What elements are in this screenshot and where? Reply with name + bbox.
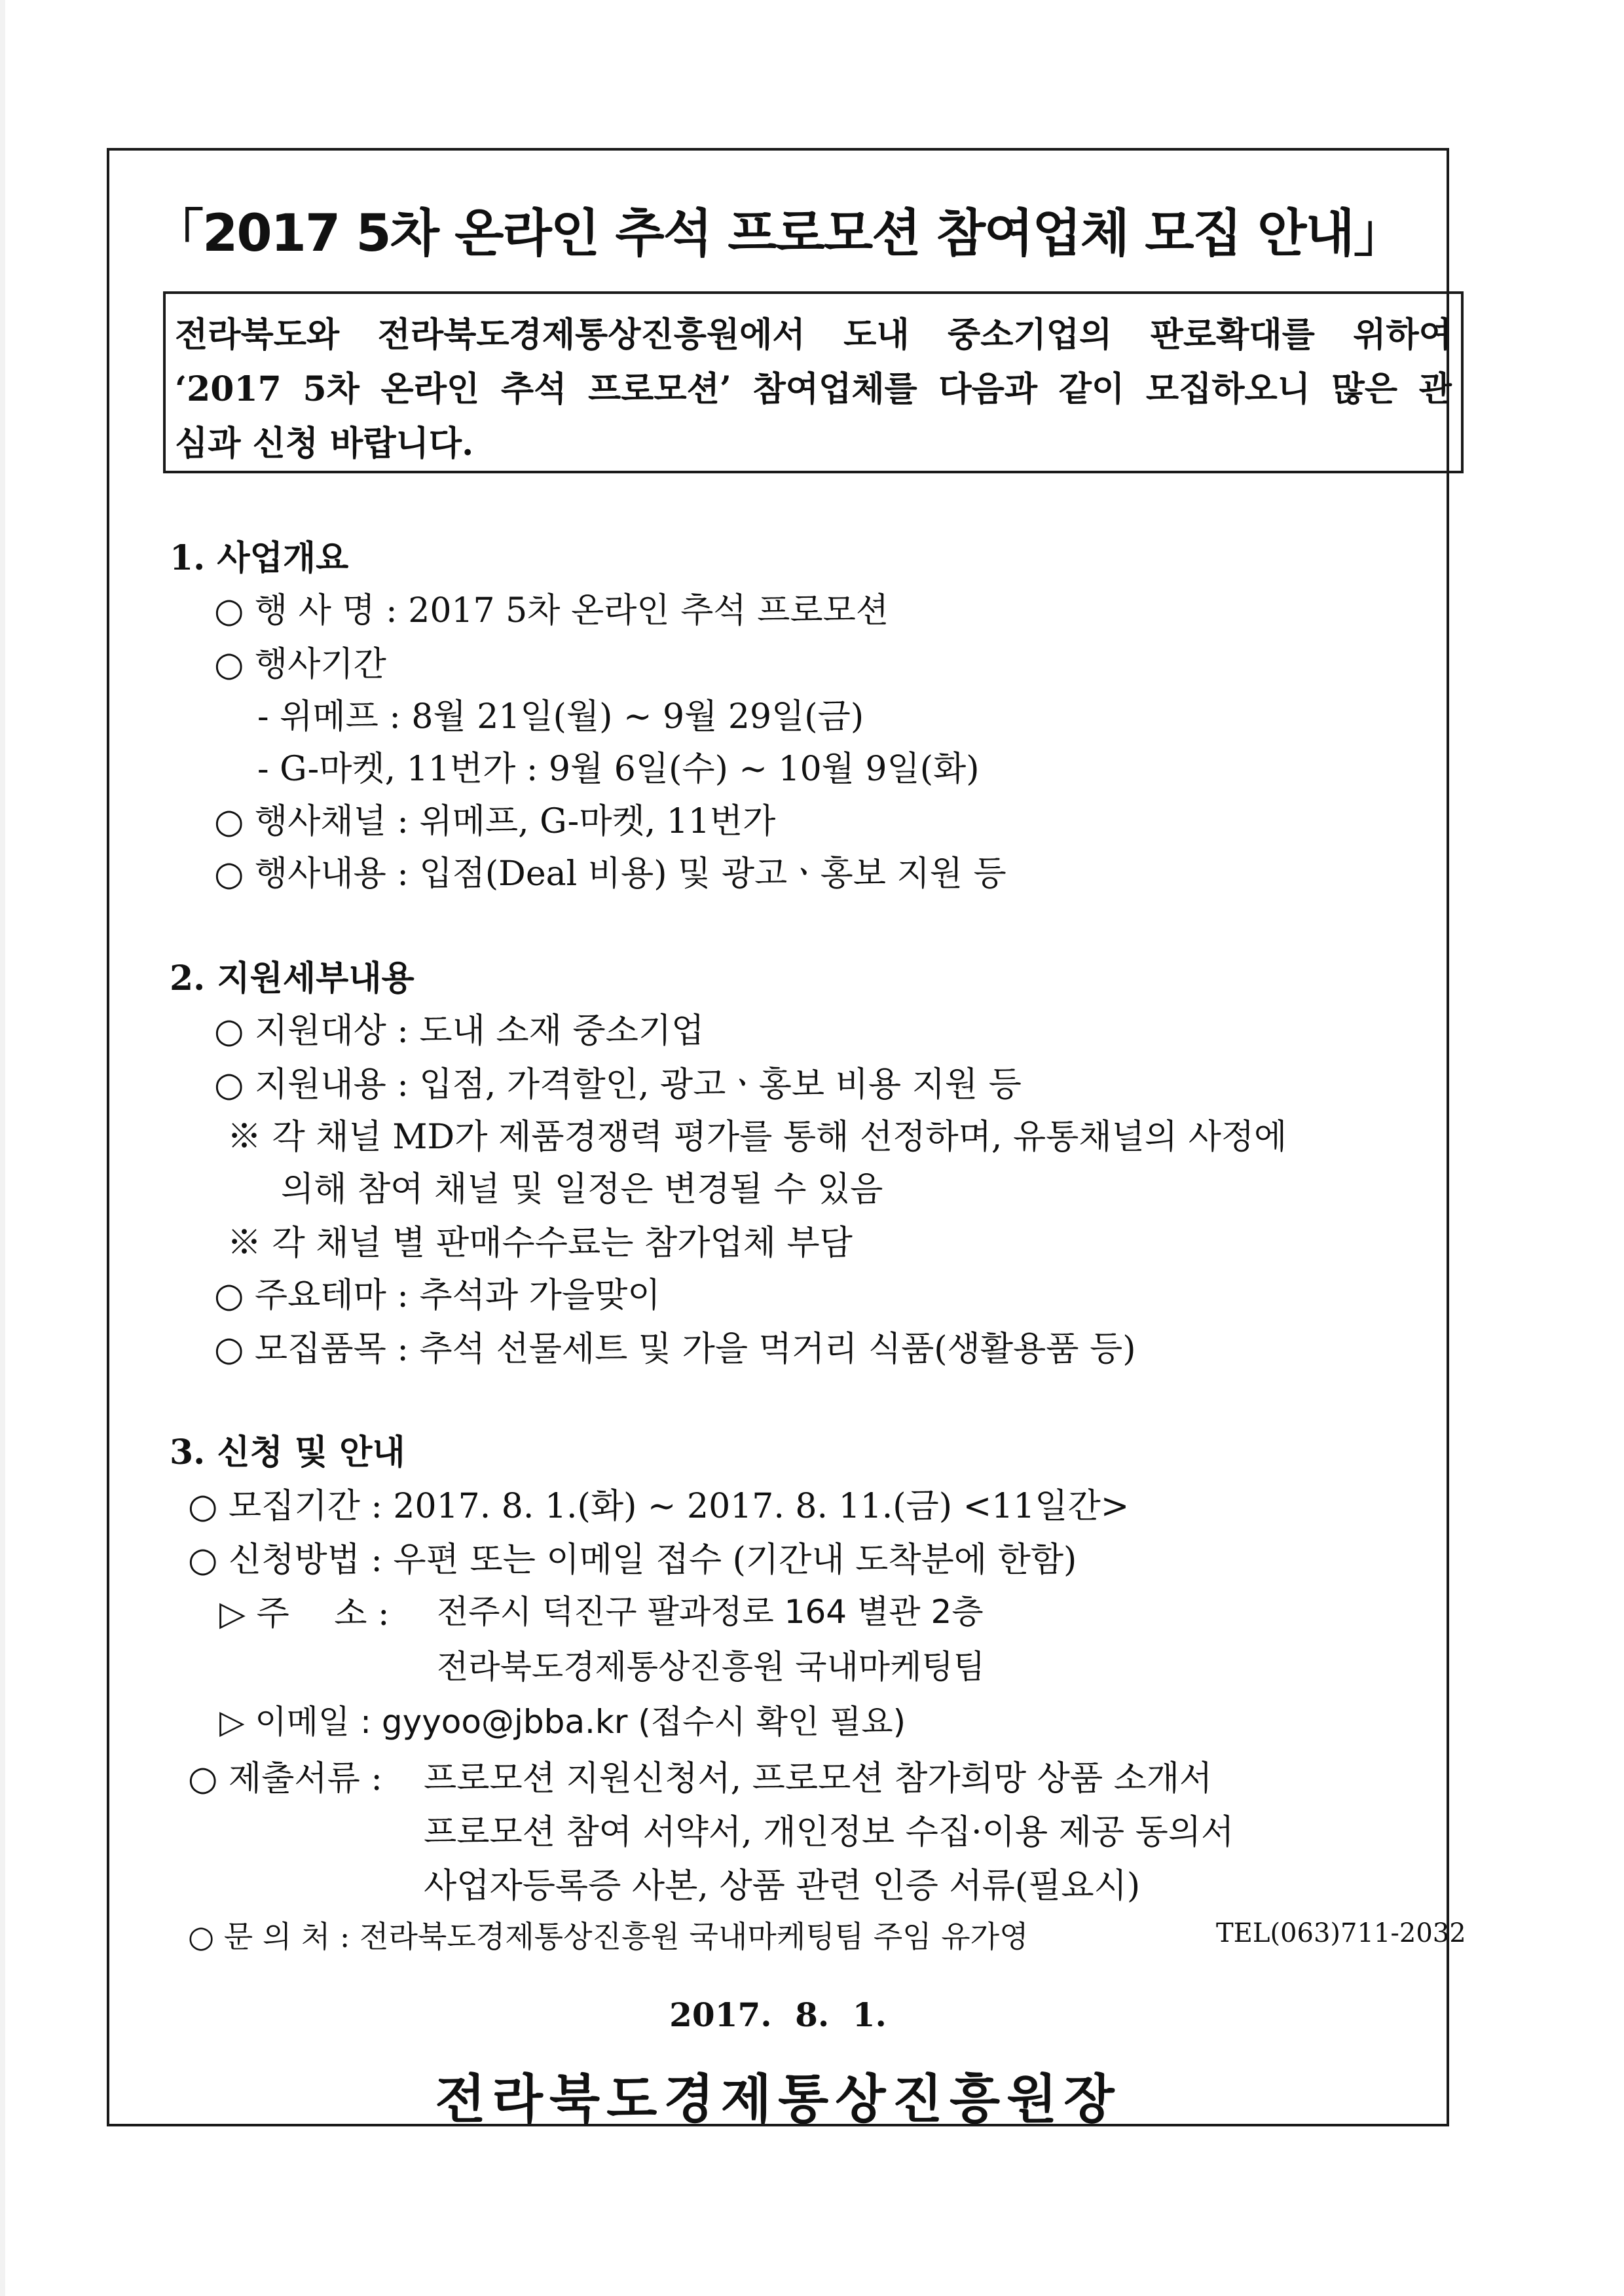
- note-md-selection-cont: 의해 참여 채널 및 일정은 변경될 수 있음: [281, 1170, 883, 1209]
- intro-box: [163, 291, 1464, 473]
- event-name-line: ○ 행 사 명 : 2017 5차 온라인 추석 프로모션: [214, 591, 889, 630]
- intro-line: 심과 신청 바랍니다.: [175, 424, 474, 464]
- intro-line: ‘2017 5차 온라인 추석 프로모션’ 참여업체를 다음과 같이 모집하오니 많은 관: [175, 369, 1452, 409]
- address-line-1: 전주시 덕진구 팔과정로 164 별관 2층: [437, 1593, 984, 1631]
- apply-method-line: ○ 신청방법 : 우편 또는 이메일 접수 (기간내 도착분에 한함): [188, 1540, 1077, 1580]
- docs-line-1: 프로모션 지원신청서, 프로모션 참가희망 상품 소개서: [424, 1759, 1213, 1798]
- document-frame: [107, 148, 1466, 2130]
- event-content-line: ○ 행사내용 : 입점(Deal 비용) 및 광고ㆍ홍보 지원 등: [214, 854, 1006, 894]
- support-target-line: ○ 지원대상 : 도내 소재 중소기업: [214, 1011, 705, 1051]
- document-title: 「2017 5차 온라인 추석 프로모션 참여업체 모집 안내」: [153, 204, 1403, 263]
- section2-heading: 2. 지원세부내용: [170, 958, 415, 998]
- recruit-items-line: ○ 모집품목 : 추석 선물세트 및 가을 먹거리 식품(생활용품 등): [214, 1330, 1136, 1369]
- wemakeprice-period: - 위메프 : 8월 21일(월) ~ 9월 29일(금): [257, 697, 864, 737]
- address-line-2: 전라북도경제통상진흥원 국내마케팅팀: [437, 1648, 985, 1686]
- support-content-line: ○ 지원내용 : 입점, 가격할인, 광고ㆍ홍보 비용 지원 등: [214, 1065, 1022, 1104]
- intro-line: 전라북도와 전라북도경제통상진흥원에서 도내 중소기업의 판로확대를 위하여: [175, 315, 1452, 355]
- email-line: ▷ 이메일 : gyyoo@jbba.kr (접수시 확인 필요): [219, 1703, 906, 1741]
- issuer-signature: 전라북도경제통상진흥원장: [435, 2068, 1121, 2130]
- contact-line: ○ 문 의 처 : 전라북도경제통상진흥원 국내마케팅팀 주임 유가영: [188, 1919, 1029, 1954]
- recruit-period-line: ○ 모집기간 : 2017. 8. 1.(화) ~ 2017. 8. 11.(금) <11일간>: [188, 1487, 1130, 1526]
- contact-tel: TEL(063)711-2032: [1216, 1918, 1466, 1948]
- docs-label: ○ 제출서류 :: [188, 1759, 382, 1798]
- docs-line-2: 프로모션 참여 서약서, 개인정보 수집·이용 제공 동의서: [424, 1813, 1234, 1852]
- main-theme-line: ○ 주요테마 : 추석과 가을맞이: [214, 1276, 661, 1315]
- address-label: ▷ 주 소 :: [219, 1594, 390, 1633]
- docs-line-3: 사업자등록증 사본, 상품 관련 인증 서류(필요시): [424, 1867, 1141, 1906]
- note-md-selection: ※ 각 채널 MD가 제품경쟁력 평가를 통해 선정하며, 유통채널의 사정에: [227, 1118, 1287, 1157]
- section3-heading: 3. 신청 및 안내: [170, 1432, 405, 1472]
- event-period-line: ○ 행사기간: [214, 645, 386, 684]
- note-commission: ※ 각 채널 별 판매수수료는 참가업체 부담: [227, 1224, 853, 1263]
- section1-heading: 1. 사업개요: [170, 538, 349, 578]
- document-date: 2017. 8. 1.: [669, 1995, 887, 2034]
- scan-edge-shadow: [0, 0, 5, 2296]
- gmarket-11st-period: - G-마켓, 11번가 : 9월 6일(수) ~ 10월 9일(화): [257, 750, 980, 789]
- event-channels-line: ○ 행사채널 : 위메프, G-마켓, 11번가: [214, 802, 776, 841]
